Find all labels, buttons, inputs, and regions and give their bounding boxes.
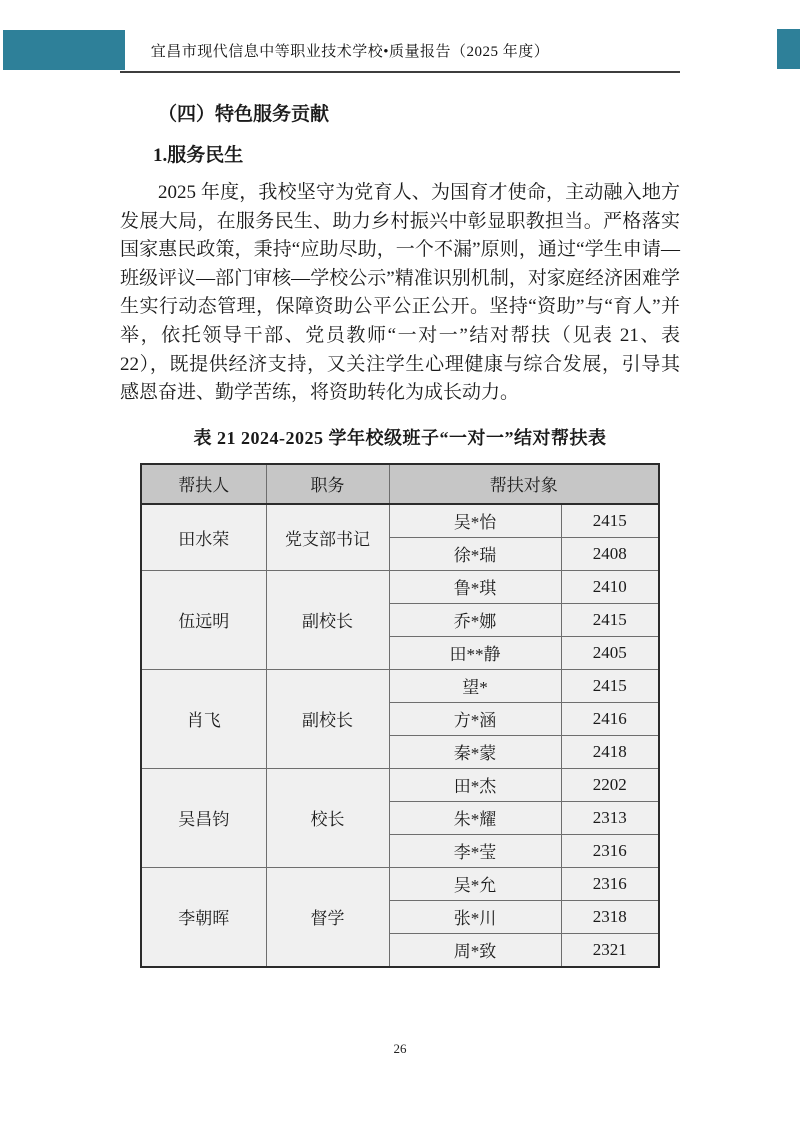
table-row [141,768,659,801]
target-class-cell: 2415 [561,669,659,702]
target-name-cell: 李*莹 [389,834,561,867]
section-heading: （四）特色服务贡献 [158,104,330,125]
helper-role-cell: 督学 [266,867,389,967]
helper-name-cell: 吴昌钧 [141,768,266,867]
target-class-cell: 2415 [561,504,659,538]
target-name-cell: 望* [389,669,561,702]
table-row [141,867,659,900]
body-paragraph: 2025 年度，我校坚守为党育人、为国育才使命，主动融入地方发展大局，在服务民生、助力乡村振兴中彰显职教担当。严格落实国家惠民政策，秉持“应助尽助，一个不漏”原则，通过“学生申请—班级评议—部门审核—学校公示”精准识别机制，对家庭经济困难学生实行动态管理，保障资助公平公正公开。坚持“资助”与“育人”并举，依托领导干部、党员教师“一对一”结对帮扶（见表 21、表 22），既提供经济支持，又关注学生心理健康与综合发展，引导其感恩奋进、勤学苦练，将资助转化为成长动力。 [120,182,680,404]
target-class-cell: 2202 [561,768,659,801]
helper-name-cell: 李朝晖 [141,867,266,967]
target-name-cell: 鲁*琪 [389,570,561,603]
target-name-cell: 田**静 [389,636,561,669]
header-rule [120,71,680,73]
page-number: 26 [393,1041,407,1056]
target-name-cell: 吴*怡 [389,504,561,538]
col-header-role: 职务 [266,464,389,504]
col-header-target: 帮扶对象 [389,464,659,504]
subsection-heading: 1.服务民生 [153,145,244,166]
target-class-cell: 2408 [561,537,659,570]
target-name-cell: 朱*耀 [389,801,561,834]
target-name-cell: 方*涵 [389,702,561,735]
helper-name-cell: 伍远明 [141,570,266,669]
target-class-cell: 2416 [561,702,659,735]
target-name-cell: 周*致 [389,933,561,967]
target-class-cell: 2405 [561,636,659,669]
target-name-cell: 乔*娜 [389,603,561,636]
pairing-table [140,463,660,968]
target-name-cell: 秦*蒙 [389,735,561,768]
target-name-cell: 田*杰 [389,768,561,801]
col-header-helper: 帮扶人 [141,464,266,504]
table-row [141,504,659,538]
target-class-cell: 2316 [561,867,659,900]
report-header-title: 宜昌市现代信息中等职业技术学校•质量报告（2025 年度） [150,44,550,60]
table-row [141,570,659,603]
table-caption: 表 21 2024-2025 学年校级班子“一对一”结对帮扶表 [193,427,607,448]
target-class-cell: 2418 [561,735,659,768]
helper-role-cell: 副校长 [266,669,389,768]
helper-name-cell: 肖飞 [141,669,266,768]
target-class-cell: 2410 [561,570,659,603]
target-name-cell: 吴*允 [389,867,561,900]
table-header-row [141,464,659,504]
target-class-cell: 2321 [561,933,659,967]
table-row [141,669,659,702]
header-accent-bar-left [3,30,125,70]
target-name-cell: 徐*瑞 [389,537,561,570]
target-class-cell: 2313 [561,801,659,834]
helper-role-cell: 副校长 [266,570,389,669]
helper-role-cell: 校长 [266,768,389,867]
helper-role-cell: 党支部书记 [266,504,389,571]
page-content [120,95,680,968]
header-accent-bar-right [777,29,800,69]
target-class-cell: 2316 [561,834,659,867]
target-name-cell: 张*川 [389,900,561,933]
target-class-cell: 2415 [561,603,659,636]
helper-name-cell: 田水荣 [141,504,266,571]
target-class-cell: 2318 [561,900,659,933]
